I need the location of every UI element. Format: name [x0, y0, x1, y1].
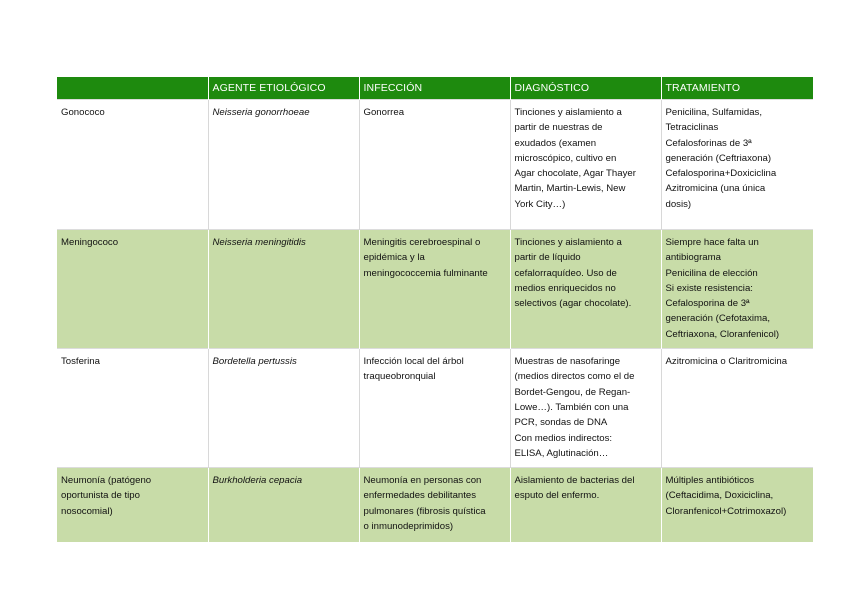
table-row-meningococo	[57, 230, 813, 349]
header-organism	[57, 77, 208, 100]
treatment-line: Cloranfenicol+Cotrimoxazol)	[665, 505, 787, 517]
cell-agent: Bordetella pertussis	[208, 349, 359, 468]
cell-diagnosis	[510, 100, 661, 230]
diagnosis-line: selectivos (agar chocolate).	[514, 298, 632, 310]
treatment-line: Cefalosforinas de 3ª	[665, 137, 752, 149]
infection-line: enfermedades debilitantes	[363, 490, 477, 502]
header-agent: AGENTE ETIOLÓGICO	[208, 77, 359, 100]
header-infection: INFECCIÓN	[359, 77, 510, 100]
treatment-line: Azitromicina (una única	[665, 183, 766, 195]
infection-line: pulmonares (fibrosis quística	[363, 505, 486, 517]
diagnosis-line: Muestras de nasofaringe	[514, 356, 621, 368]
cell-diagnosis	[510, 230, 661, 349]
header-treatment: TRATAMIENTO	[661, 77, 813, 100]
diagnosis-line: Martin, Martin-Lewis, New	[514, 183, 626, 195]
treatment-line: antibiograma	[665, 252, 721, 264]
diagnosis-line: Lowe…). También con una	[514, 401, 629, 413]
cell-diagnosis	[510, 468, 661, 543]
cell-agent: Neisseria gonorrhoeae	[208, 100, 359, 230]
treatment-line: Penicilina de elección	[665, 267, 758, 279]
treatment-line: Cefalosporina de 3ª	[665, 298, 750, 310]
diagnosis-line: partir de líquido	[514, 252, 581, 264]
treatment-line: generación (Cefotaxima,	[665, 313, 771, 325]
organism-line: Neumonía (patógeno	[61, 475, 152, 487]
cell-organism: Gonococo	[57, 100, 208, 230]
cell-agent: Burkholderia cepacia	[208, 468, 359, 543]
cell-infection	[359, 349, 510, 468]
cell-diagnosis	[510, 349, 661, 468]
bacteria-table	[57, 77, 813, 542]
infection-line: Infección local del árbol	[363, 356, 464, 368]
organism-line: nosocomial)	[61, 505, 113, 517]
cell-organism: Tosferina	[57, 349, 208, 468]
diagnosis-line: (medios directos como el de	[514, 371, 635, 383]
treatment-line: Siempre hace falta un	[665, 237, 759, 248]
treatment-line: Si existe resistencia:	[665, 282, 753, 294]
diagnosis-line: Bordet-Gengou, de Regan-	[514, 386, 631, 398]
cell-infection	[359, 230, 510, 349]
diagnosis-line: Tinciones y aislamiento a	[514, 107, 622, 118]
diagnosis-line: Tinciones y aislamiento a	[514, 237, 622, 248]
cell-treatment	[661, 100, 813, 230]
diagnosis-line: cefalorraquídeo. Uso de	[514, 267, 617, 279]
infection-line: o inmunodeprimidos)	[363, 521, 454, 533]
infection-line: epidémica y la	[363, 252, 425, 264]
header-diagnosis: DIAGNÓSTICO	[510, 77, 661, 100]
diagnosis-line: esputo del enfermo.	[514, 490, 600, 502]
treatment-line: Múltiples antibióticos	[665, 475, 755, 487]
cell-organism: Meningococo	[57, 230, 208, 349]
diagnosis-line: partir de nuestras de	[514, 122, 603, 134]
table-row-tosferina	[57, 349, 813, 468]
cell-treatment	[661, 349, 813, 468]
treatment-line: Cefalosporina+Doxiciclina	[665, 168, 777, 180]
treatment-line: generación (Ceftriaxona)	[665, 152, 772, 164]
cell-infection	[359, 468, 510, 543]
infection-line: traqueobronquial	[363, 371, 436, 383]
diagnosis-line: Agar chocolate, Agar Thayer	[514, 168, 636, 180]
diagnosis-line: PCR, sondas de DNA	[514, 417, 608, 429]
cell-treatment	[661, 230, 813, 349]
treatment-line: dosis)	[665, 198, 692, 210]
diagnosis-line: ELISA, Aglutinación…	[514, 447, 609, 459]
diagnosis-line: medios enriquecidos no	[514, 282, 616, 294]
cell-infection: Gonorrea	[359, 100, 510, 230]
diagnosis-line: microscópico, cultivo en	[514, 152, 617, 164]
diagnosis-line: exudados (examen	[514, 137, 597, 149]
table-row-gonococo	[57, 100, 813, 230]
infection-line: meningococcemia fulminante	[363, 267, 488, 279]
diagnosis-line: Aislamiento de bacterias del	[514, 475, 635, 487]
organism-line: oportunista de tipo	[61, 490, 140, 502]
treatment-line: (Ceftacidima, Doxiciclina,	[665, 490, 774, 502]
treatment-table-container	[57, 77, 813, 542]
cell-agent: Neisseria meningitidis	[208, 230, 359, 349]
cell-treatment	[661, 468, 813, 543]
treatment-line: Azitromicina o Claritromicina	[665, 356, 788, 368]
infection-line: Meningitis cerebroespinal o	[363, 237, 481, 248]
treatment-line: Ceftriaxona, Cloranfenicol)	[665, 328, 780, 340]
cell-organism	[57, 468, 208, 543]
table-row-neumonia	[57, 468, 813, 543]
table-header-row	[57, 77, 813, 100]
infection-line: Neumonía en personas con	[363, 475, 482, 487]
diagnosis-line: York City…)	[514, 198, 566, 210]
treatment-line: Tetraciclinas	[665, 122, 719, 134]
treatment-line: Penicilina, Sulfamidas,	[665, 107, 763, 118]
diagnosis-line: Con medios indirectos:	[514, 432, 613, 444]
